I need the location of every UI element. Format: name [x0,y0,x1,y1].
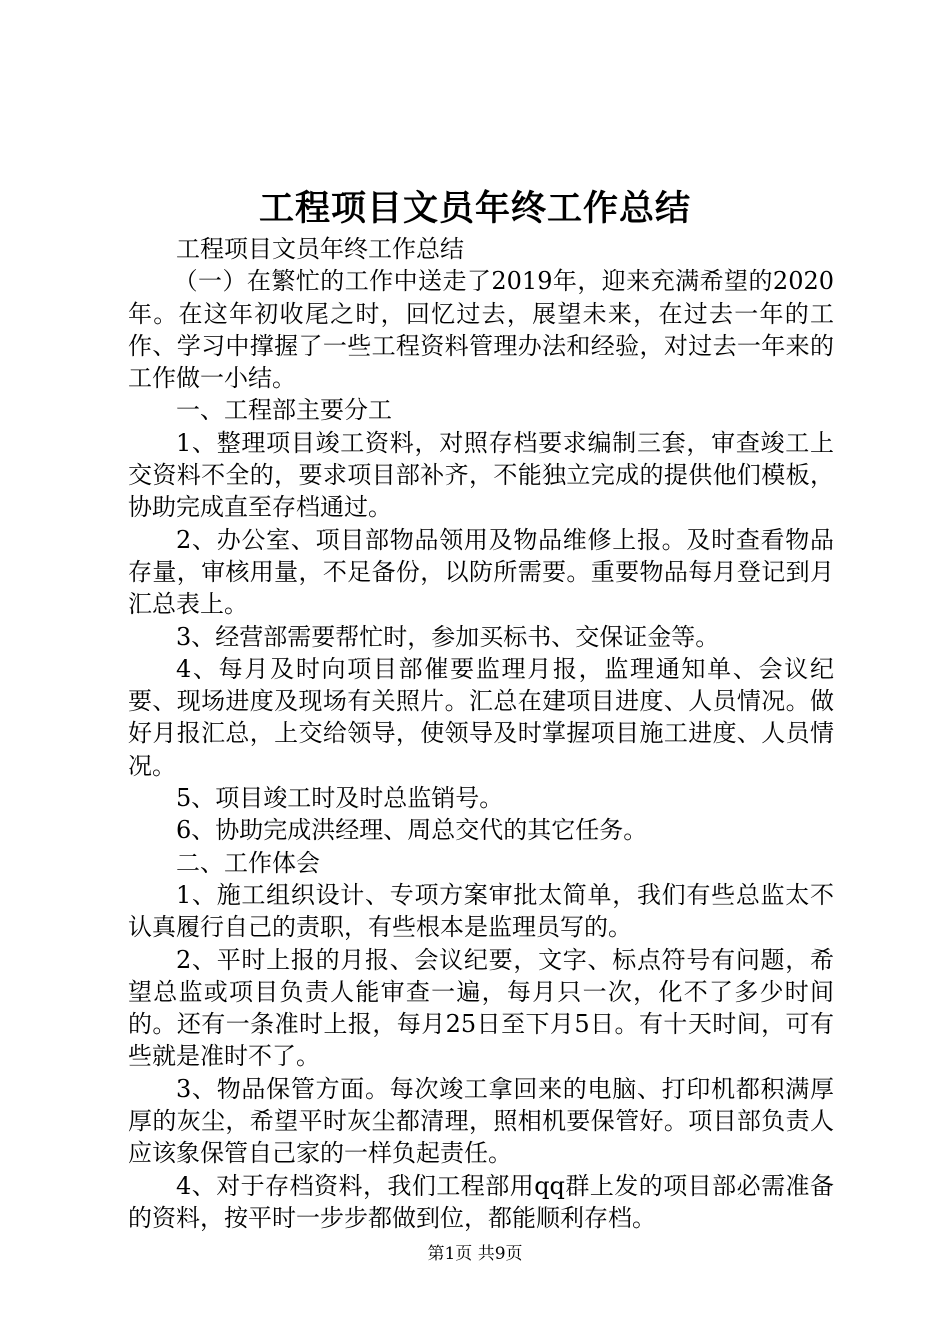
paragraph: 3、物品保管方面。每次竣工拿回来的电脑、打印机都积满厚厚的灰尘，希望平时灰尘都清理，照相机要保管好。项目部负责人应该象保管自己家的一样负起责任。 [128,1074,834,1168]
paragraph: 1、施工组织设计、专项方案审批太简单，我们有些总监太不认真履行自己的责职，有些根本是监理员写的。 [128,880,834,942]
paragraph: 1、整理项目竣工资料，对照存档要求编制三套，审查竣工上交资料不全的，要求项目部补齐，不能独立完成的提供他们模板，协助完成直至存档通过。 [128,428,834,522]
paragraph: 2、办公室、项目部物品领用及物品维修上报。及时查看物品存量，审核用量，不足备份，以防所需要。重要物品每月登记到月汇总表上。 [128,525,834,619]
section-heading: 二、工作体会 [176,848,320,877]
section-heading: 一、工程部主要分工 [176,396,392,425]
document-title: 工程项目文员年终工作总结 [258,188,691,229]
page-footer: 第1页 共9页 [427,1244,523,1264]
paragraph: 4、每月及时向项目部催要监理月报，监理通知单、会议纪要、现场进度及现场有关照片。汇总在建项目进度、人员情况。做好月报汇总，上交给领导，使领导及时掌握项目施工进度、人员情况。 [128,654,834,780]
paragraph: 3、经营部需要帮忙时，参加买标书、交保证金等。 [176,622,720,651]
paragraph: 5、项目竣工时及时总监销号。 [176,784,504,813]
paragraph: 6、协助完成洪经理、周总交代的其它任务。 [176,816,648,845]
paragraph: 2、平时上报的月报、会议纪要，文字、标点符号有问题，希望总监或项目负责人能审查一遍，每月只一次，化不了多少时间的。还有一条准时上报，每月25日至下月5日。有十天时间，可有些就是准时不了。 [128,945,834,1071]
paragraph: 工程项目文员年终工作总结 [176,235,464,263]
paragraph: （一）在繁忙的工作中送走了2019年，迎来充满希望的2020年。在这年初收尾之时，回忆过去，展望未来，在过去一年的工作、学习中撑握了一些工程资料管理办法和经验，对过去一年来的工作做一小结。 [128,267,834,393]
paragraph: 4、对于存档资料，我们工程部用qq群上发的项目部必需准备的资料，按平时一步步都做到位，都能顺利存档。 [128,1171,834,1232]
document-body [128,233,834,1234]
